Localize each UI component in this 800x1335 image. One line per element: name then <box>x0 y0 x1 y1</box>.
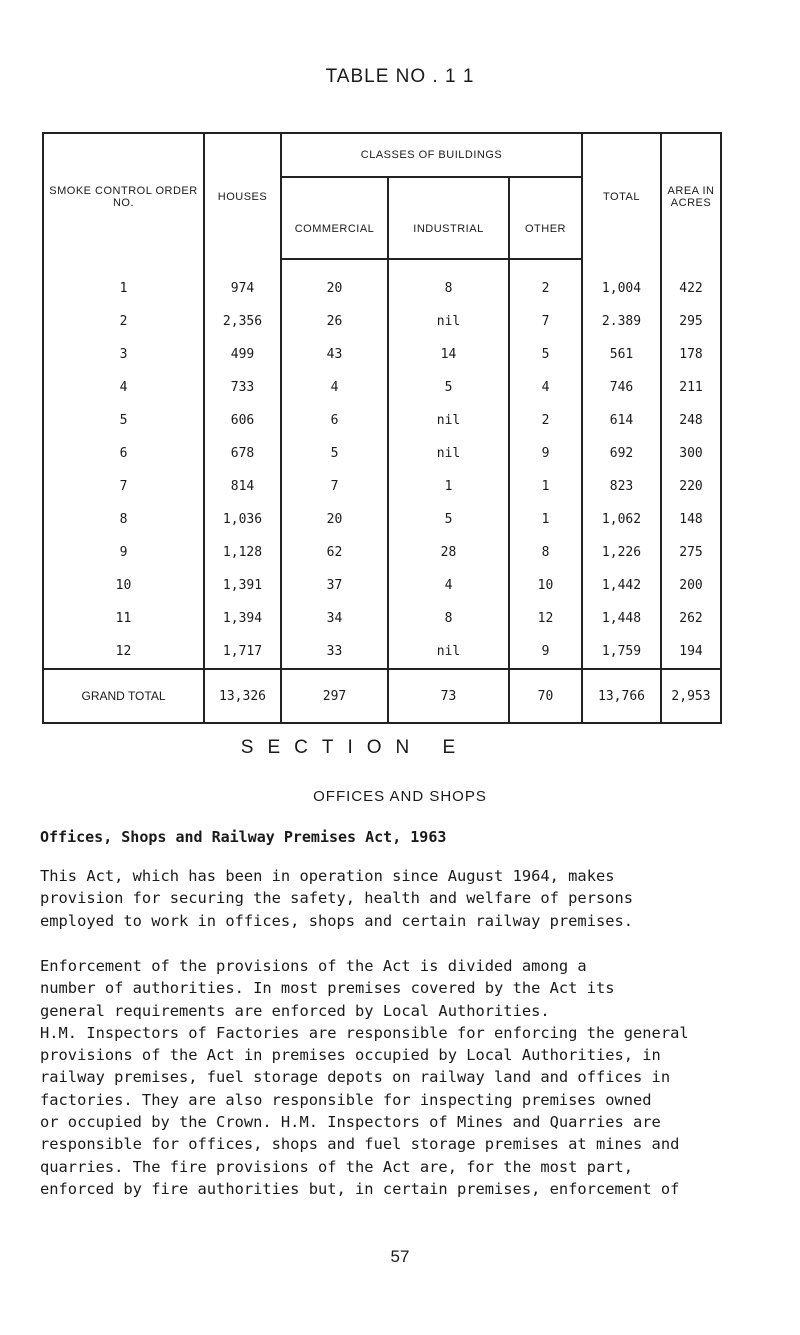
paragraph-1 <box>40 865 780 932</box>
cell-total: 1,226 <box>582 536 661 569</box>
cell-commercial: 37 <box>281 569 388 602</box>
cell-houses: 606 <box>204 404 281 437</box>
header-industrial: INDUSTRIAL <box>388 177 509 259</box>
cell-other: 9 <box>509 635 582 669</box>
section-subheading: OFFICES AND SHOPS <box>313 788 487 805</box>
cell-area: 300 <box>661 437 721 470</box>
grand-total-other: 70 <box>509 669 582 723</box>
cell-area: 262 <box>661 602 721 635</box>
text-line: H.M. Inspectors of Factories are responsible for enforcing the general <box>40 1023 689 1042</box>
cell-industrial: nil <box>388 437 509 470</box>
cell-industrial: 28 <box>388 536 509 569</box>
text-line: responsible for offices, shops and fuel storage premises at mines and <box>40 1135 680 1154</box>
cell-area: 194 <box>661 635 721 669</box>
cell-other: 10 <box>509 569 582 602</box>
table-row <box>43 470 721 503</box>
cell-commercial: 5 <box>281 437 388 470</box>
table-row <box>43 371 721 404</box>
text-line: factories. They are also responsible for inspecting premises owned <box>40 1090 652 1109</box>
cell-houses: 733 <box>204 371 281 404</box>
section-heading: SECTION E <box>240 737 470 758</box>
cell-houses: 499 <box>204 338 281 371</box>
cell-houses: 974 <box>204 259 281 305</box>
text-line: quarries. The fire provisions of the Act are, for the most part, <box>40 1157 634 1176</box>
cell-other: 12 <box>509 602 582 635</box>
table-row <box>43 536 721 569</box>
cell-area: 220 <box>661 470 721 503</box>
cell-total: 614 <box>582 404 661 437</box>
cell-area: 148 <box>661 503 721 536</box>
cell-industrial: nil <box>388 404 509 437</box>
table-row <box>43 437 721 470</box>
text-line: This Act, which has been in operation since August 1964, makes <box>40 867 615 885</box>
cell-area: 422 <box>661 259 721 305</box>
cell-order: 10 <box>43 569 204 602</box>
cell-commercial: 4 <box>281 371 388 404</box>
cell-houses: 678 <box>204 437 281 470</box>
cell-other: 1 <box>509 470 582 503</box>
cell-industrial: nil <box>388 305 509 338</box>
cell-other: 2 <box>509 404 582 437</box>
cell-order: 7 <box>43 470 204 503</box>
cell-commercial: 33 <box>281 635 388 669</box>
paragraph-2 <box>40 955 780 1200</box>
page-number: 57 <box>390 1247 410 1266</box>
cell-industrial: 8 <box>388 602 509 635</box>
cell-order: 5 <box>43 404 204 437</box>
table-row <box>43 404 721 437</box>
header-total: TOTAL <box>582 133 661 259</box>
cell-commercial: 34 <box>281 602 388 635</box>
cell-order: 9 <box>43 536 204 569</box>
cell-commercial: 43 <box>281 338 388 371</box>
grand-total-label: GRAND TOTAL <box>43 669 204 723</box>
header-houses: HOUSES <box>204 133 281 259</box>
cell-other: 1 <box>509 503 582 536</box>
cell-houses: 1,717 <box>204 635 281 669</box>
cell-industrial: nil <box>388 635 509 669</box>
table-row <box>43 338 721 371</box>
cell-other: 8 <box>509 536 582 569</box>
header-commercial: COMMERCIAL <box>281 177 388 259</box>
table-row <box>43 503 721 536</box>
grand-total-total: 13,766 <box>582 669 661 723</box>
cell-industrial: 5 <box>388 503 509 536</box>
cell-houses: 1,036 <box>204 503 281 536</box>
cell-commercial: 62 <box>281 536 388 569</box>
grand-total-area: 2,953 <box>661 669 721 723</box>
cell-order: 1 <box>43 259 204 305</box>
cell-houses: 814 <box>204 470 281 503</box>
cell-houses: 2,356 <box>204 305 281 338</box>
cell-order: 3 <box>43 338 204 371</box>
cell-order: 11 <box>43 602 204 635</box>
cell-order: 2 <box>43 305 204 338</box>
cell-houses: 1,394 <box>204 602 281 635</box>
grand-total-row <box>43 669 721 723</box>
cell-industrial: 8 <box>388 259 509 305</box>
cell-total: 692 <box>582 437 661 470</box>
cell-order: 4 <box>43 371 204 404</box>
grand-total-commercial: 297 <box>281 669 388 723</box>
cell-total: 1,442 <box>582 569 661 602</box>
cell-total: 746 <box>582 371 661 404</box>
cell-industrial: 1 <box>388 470 509 503</box>
cell-commercial: 7 <box>281 470 388 503</box>
cell-commercial: 20 <box>281 259 388 305</box>
table-row <box>43 635 721 669</box>
text-line: general requirements are enforced by Local Authorities. <box>40 1001 550 1020</box>
text-line: enforced by fire authorities but, in certain premises, enforcement of <box>40 1179 680 1198</box>
cell-area: 295 <box>661 305 721 338</box>
text-line: provisions of the Act in premises occupied by Local Authorities, in <box>40 1046 661 1065</box>
cell-industrial: 4 <box>388 569 509 602</box>
text-line: railway premises, fuel storage depots on railway land and offices in <box>40 1068 671 1087</box>
cell-total: 2.389 <box>582 305 661 338</box>
cell-industrial: 5 <box>388 371 509 404</box>
grand-total-industrial: 73 <box>388 669 509 723</box>
cell-area: 178 <box>661 338 721 371</box>
table-row <box>43 602 721 635</box>
cell-area: 200 <box>661 569 721 602</box>
text-line: provision for securing the safety, health and welfare of persons <box>40 889 634 908</box>
header-order-no: SMOKE CONTROL ORDER NO. <box>43 133 204 259</box>
cell-commercial: 6 <box>281 404 388 437</box>
cell-order: 6 <box>43 437 204 470</box>
cell-houses: 1,391 <box>204 569 281 602</box>
smoke-control-table <box>42 132 722 724</box>
cell-total: 561 <box>582 338 661 371</box>
text-line: employed to work in offices, shops and certain railway premises. <box>40 911 634 930</box>
cell-total: 1,062 <box>582 503 661 536</box>
text-line: number of authorities. In most premises covered by the Act its <box>40 979 615 998</box>
cell-commercial: 26 <box>281 305 388 338</box>
table-title: TABLE NO . 1 1 <box>325 66 475 87</box>
cell-total: 1,448 <box>582 602 661 635</box>
grand-total-houses: 13,326 <box>204 669 281 723</box>
cell-order: 8 <box>43 503 204 536</box>
cell-commercial: 20 <box>281 503 388 536</box>
header-other: OTHER <box>509 177 582 259</box>
cell-total: 1,004 <box>582 259 661 305</box>
cell-other: 7 <box>509 305 582 338</box>
cell-area: 211 <box>661 371 721 404</box>
header-area: AREA IN ACRES <box>661 133 721 259</box>
table-row <box>43 259 721 305</box>
text-line: or occupied by the Crown. H.M. Inspectors of Mines and Quarries are <box>40 1113 661 1132</box>
table-row <box>43 305 721 338</box>
text-line: Enforcement of the provisions of the Act is divided among a <box>40 957 587 975</box>
cell-other: 2 <box>509 259 582 305</box>
cell-other: 5 <box>509 338 582 371</box>
header-classes-of-buildings: CLASSES OF BUILDINGS <box>281 133 582 177</box>
table-row <box>43 569 721 602</box>
cell-total: 823 <box>582 470 661 503</box>
cell-other: 9 <box>509 437 582 470</box>
cell-other: 4 <box>509 371 582 404</box>
act-title: Offices, Shops and Railway Premises Act, 1963 <box>40 828 447 846</box>
cell-area: 275 <box>661 536 721 569</box>
cell-area: 248 <box>661 404 721 437</box>
cell-order: 12 <box>43 635 204 669</box>
cell-houses: 1,128 <box>204 536 281 569</box>
cell-industrial: 14 <box>388 338 509 371</box>
cell-total: 1,759 <box>582 635 661 669</box>
